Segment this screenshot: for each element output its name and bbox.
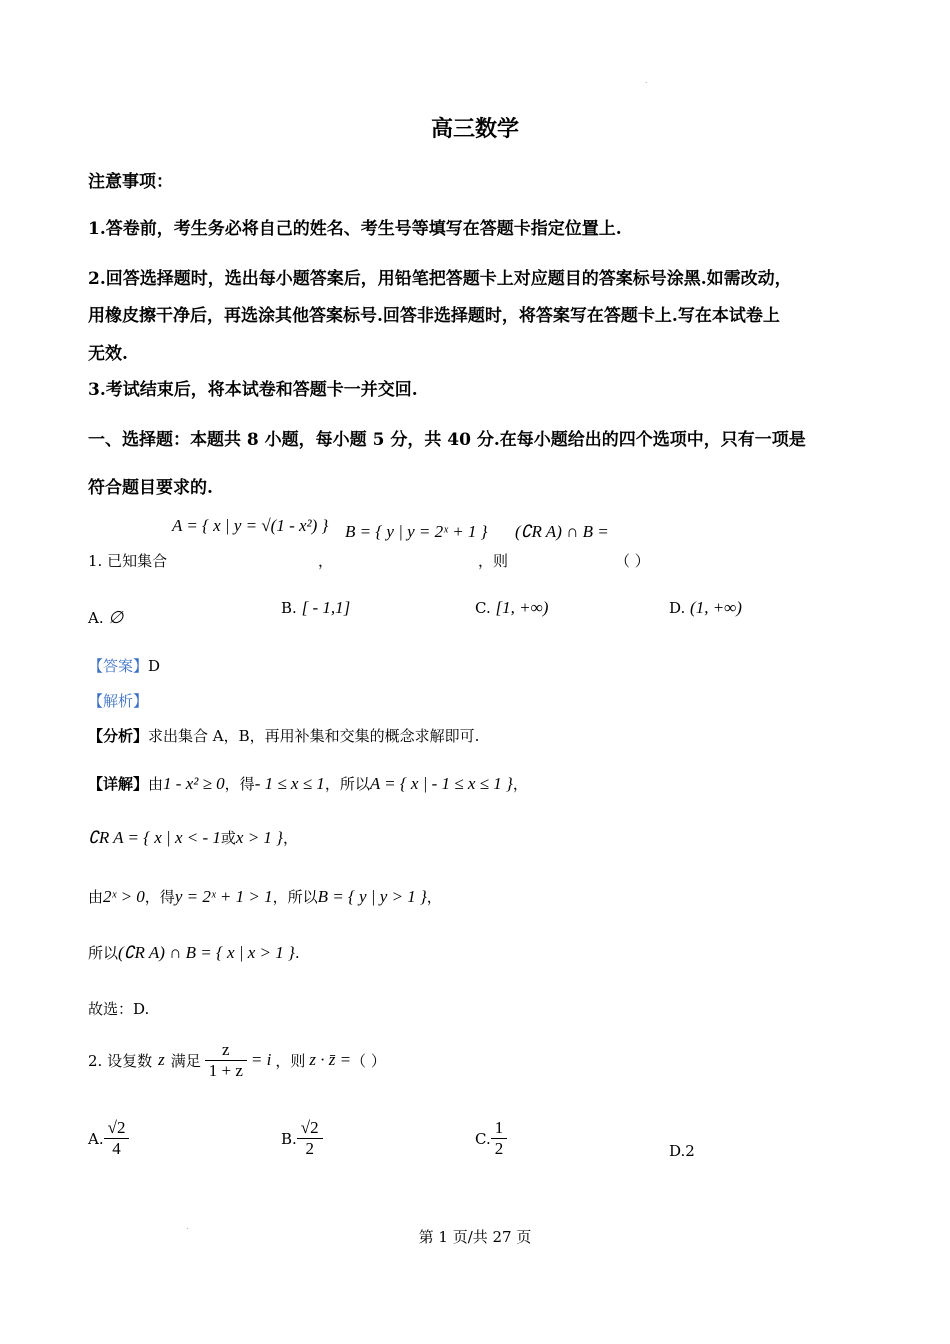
option-fraction xyxy=(104,1118,130,1159)
notice-item-2-line-3: 无效. xyxy=(88,344,128,364)
fraction-numerator: √2 xyxy=(297,1118,323,1139)
q1-analysis-tag: 【解析】 xyxy=(88,692,149,710)
fraction-denominator: 1 + z xyxy=(208,1060,243,1080)
q1-conclusion: 故选：D. xyxy=(88,1000,150,1018)
q2-option-b[interactable] xyxy=(281,1118,323,1159)
q2-option-d[interactable] xyxy=(669,1142,695,1160)
detail-text: ，得 xyxy=(224,775,255,793)
notice-item-3: 3.考试结束后，将本试卷和答题卡一并交回. xyxy=(88,380,418,400)
q2-stem xyxy=(88,1035,386,1085)
option-value: ∅ xyxy=(108,608,124,627)
option-value: [1, +∞) xyxy=(495,598,549,617)
detail-text: . xyxy=(294,944,300,962)
q2-prefix: 2. 设复数 xyxy=(88,1051,153,1070)
detail-math: 2ˣ > 0 xyxy=(103,887,145,906)
q1-answer xyxy=(88,655,160,676)
q1-answer-paren: （ ） xyxy=(615,552,650,570)
detail-tag: 【详解】 xyxy=(88,775,149,793)
mark-dot-bottom: . xyxy=(186,1222,189,1231)
q2-fraction xyxy=(205,1040,247,1081)
q1-set-b: B = { y | y = 2ˣ + 1 } xyxy=(345,522,488,541)
fenxi-tag: 【分析】 xyxy=(88,727,149,745)
notice-heading: 注意事项： xyxy=(88,172,173,192)
notice-item-2-line-1: 2.回答选择题时，选出每小题答案后，用铅笔把答题卡上对应题目的答案标号涂黑.如需改动， xyxy=(88,269,792,289)
q1-option-c[interactable] xyxy=(475,598,548,618)
notice-item-2-line-2: 用橡皮擦干净后，再选涂其他答案标号.回答非选择题时，将答案写在答题卡上.写在本试卷上 xyxy=(88,306,780,326)
q2-variable: z xyxy=(158,1050,165,1069)
option-label: A. xyxy=(88,1129,104,1148)
detail-text: ， xyxy=(426,888,442,906)
q1-detail-line-1 xyxy=(88,773,528,794)
detail-text: 由 xyxy=(148,775,164,793)
answer-tag: 【答案】 xyxy=(88,657,149,675)
mark-dot-top: . xyxy=(645,76,648,85)
option-label: D. xyxy=(669,599,686,617)
detail-text: ， xyxy=(512,775,528,793)
q2-option-c[interactable] xyxy=(475,1118,507,1159)
section-heading-line-1: 一、选择题：本题共 8 小题，每小题 5 分，共 40 分.在每小题给出的四个选项中，只有一项是 xyxy=(88,430,806,450)
detail-text: ，得 xyxy=(144,888,175,906)
fraction-denominator: 2 xyxy=(494,1139,504,1158)
detail-text: 或 xyxy=(220,829,236,847)
q1-set-a: A = { x | y = √(1 - x²) } xyxy=(172,516,329,535)
answer-value: D xyxy=(148,657,161,675)
page-title: 高三数学 xyxy=(430,116,519,142)
fenxi-text: 求出集合 A，B，再用补集和交集的概念求解即可. xyxy=(148,727,480,745)
q2-equals-i: = i xyxy=(250,1050,272,1069)
option-fraction xyxy=(297,1118,323,1159)
detail-text: 由 xyxy=(88,888,104,906)
q1-detail-line-2 xyxy=(88,827,298,848)
detail-math: (∁R A) ∩ B = { x | x > 1 } xyxy=(118,943,295,962)
fraction-denominator: 4 xyxy=(112,1139,121,1158)
detail-text: ， xyxy=(282,829,298,847)
q1-detail-line-3 xyxy=(88,886,442,907)
q1-prefix: 1. 已知集合 xyxy=(88,552,168,570)
q1-expression: (∁R A) ∩ B = xyxy=(515,522,609,541)
option-label: B. xyxy=(281,1129,297,1148)
notice-item-1: 1.答卷前，考生务必将自己的姓名、考生号等填写在答题卡指定位置上. xyxy=(88,219,622,239)
detail-math: y = 2ˣ + 1 > 1 xyxy=(174,887,273,906)
fraction-denominator: 2 xyxy=(305,1139,314,1158)
q1-then: ，则 xyxy=(478,552,509,570)
option-label: A. xyxy=(88,609,104,627)
detail-text: ，所以 xyxy=(272,888,318,906)
q2-answer-paren: （ ） xyxy=(351,1051,386,1070)
fraction-numerator: 1 xyxy=(491,1118,508,1139)
q1-option-b[interactable] xyxy=(281,598,350,618)
option-label: D. xyxy=(669,1142,686,1160)
detail-math: - 1 ≤ x ≤ 1 xyxy=(254,774,325,793)
detail-math: A = { x | - 1 ≤ x ≤ 1 } xyxy=(369,774,513,793)
option-label: B. xyxy=(281,599,297,617)
option-value: 2 xyxy=(685,1142,695,1160)
option-label: C. xyxy=(475,1129,491,1148)
option-label: C. xyxy=(475,599,491,617)
q2-option-a[interactable] xyxy=(88,1118,129,1159)
option-fraction xyxy=(491,1118,508,1159)
page-footer: 第 1 页/共 27 页 xyxy=(418,1228,532,1246)
detail-math: x > 1 } xyxy=(235,828,283,847)
q1-detail-line-4 xyxy=(88,942,300,963)
q2-satisfies: 满足 xyxy=(170,1051,201,1070)
option-value: [ - 1,1] xyxy=(301,598,351,617)
detail-text: 所以 xyxy=(88,944,119,962)
q1-option-a[interactable] xyxy=(88,608,123,628)
detail-math: B = { y | y > 1 } xyxy=(317,887,427,906)
fraction-numerator: z xyxy=(205,1040,247,1061)
detail-text: ，所以 xyxy=(324,775,370,793)
fraction-numerator: √2 xyxy=(104,1118,130,1139)
q1-comma: ， xyxy=(318,552,334,570)
detail-math: 1 - x² ≥ 0 xyxy=(163,774,225,793)
section-heading-line-2: 符合题目要求的. xyxy=(88,478,213,498)
q1-fenxi xyxy=(88,725,479,746)
q1-option-d[interactable] xyxy=(669,598,742,618)
q2-expression: z · z̄ = xyxy=(309,1050,352,1069)
detail-math: ∁R A = { x | x < - 1 xyxy=(88,828,221,847)
option-value: (1, +∞) xyxy=(690,598,742,617)
q2-then: ，则 xyxy=(275,1051,306,1070)
